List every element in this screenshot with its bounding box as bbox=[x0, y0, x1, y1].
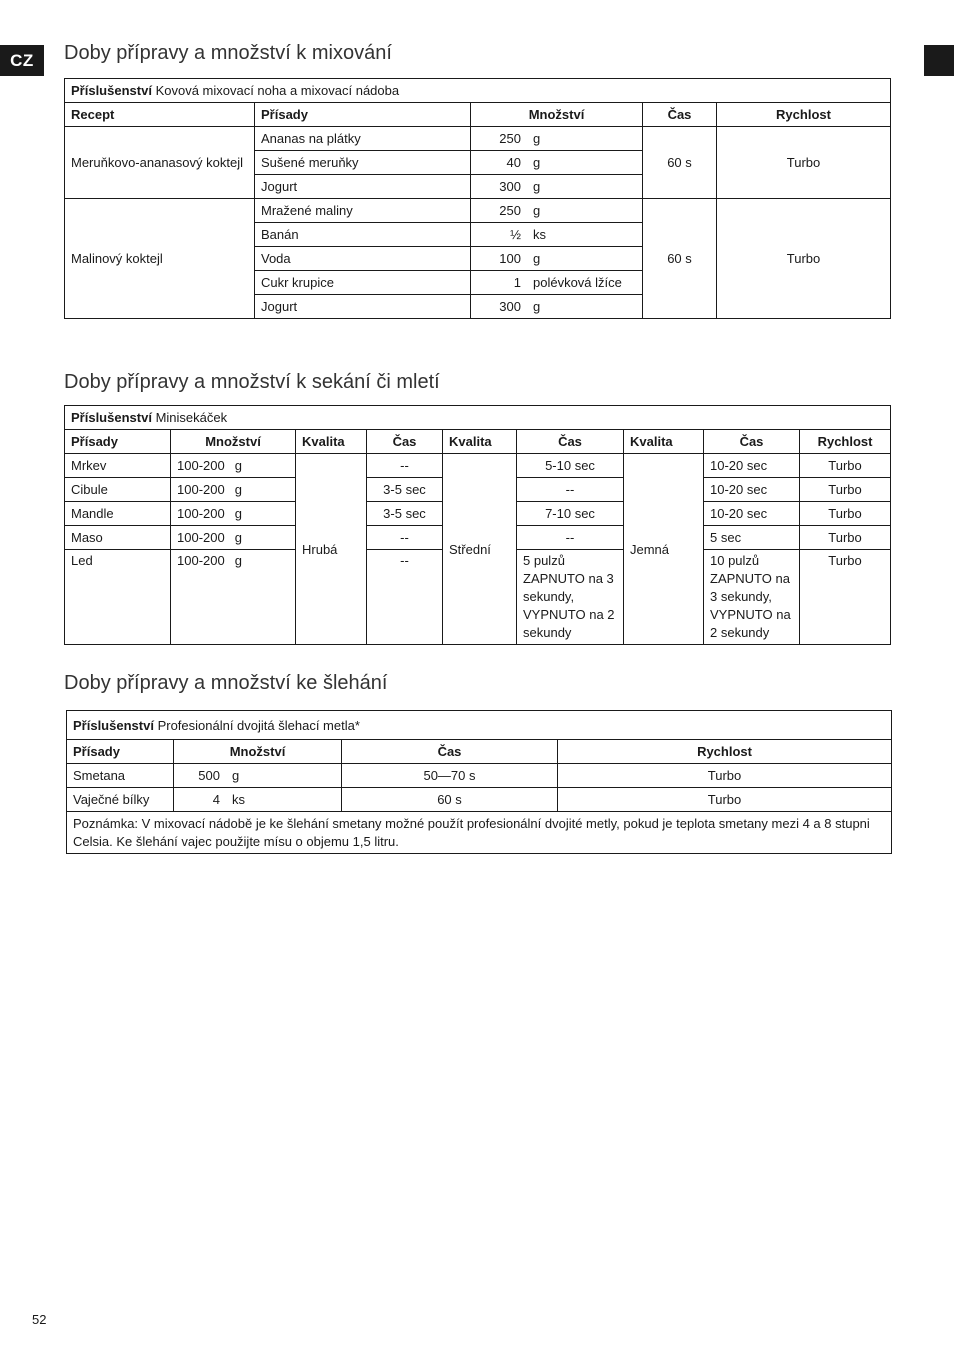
language-tab bbox=[0, 45, 44, 76]
time-coarse: 3-5 sec bbox=[367, 478, 443, 502]
ingredient-name: Jogurt bbox=[255, 295, 471, 319]
ingredient-name: Mrkev bbox=[65, 454, 171, 478]
ingredient-quantity: 300 g bbox=[471, 175, 643, 199]
header-time-3: Čas bbox=[704, 430, 800, 454]
time-fine: 10 pulzů ZAPNUTO na 3 sekundy, VYPNUTO na 2 sekundy bbox=[704, 550, 800, 645]
recipe-time: 60 s bbox=[643, 127, 717, 199]
ingredient-quantity: 40 g bbox=[471, 151, 643, 175]
ingredient-quantity: 250 g bbox=[471, 127, 643, 151]
header-time: Čas bbox=[643, 103, 717, 127]
quality-fine: Jemná bbox=[624, 454, 704, 645]
recipe-speed: Turbo bbox=[717, 199, 891, 319]
header-recipe: Recept bbox=[65, 103, 255, 127]
table-row bbox=[65, 199, 891, 223]
ingredient-quantity: 500 g bbox=[174, 764, 342, 788]
language-code: CZ bbox=[10, 50, 34, 70]
section-title-mixing: Doby přípravy a množství k mixování bbox=[64, 42, 392, 64]
accessory-label: Příslušenství bbox=[71, 410, 152, 425]
accessory-row bbox=[65, 406, 891, 430]
table-row bbox=[65, 454, 891, 478]
header-time-2: Čas bbox=[517, 430, 624, 454]
speed: Turbo bbox=[558, 788, 892, 812]
note: Poznámka: V mixovací nádobě je ke šlehání smetany možné použít profesionální dvojité metly, pokud je teplota smetany mezi 4 a 8 stupni Celsia. Ke šlehání vajec použijte mísu o objemu 1,5 litru. bbox=[67, 812, 892, 854]
ingredient-name: Led bbox=[65, 550, 171, 645]
speed: Turbo bbox=[800, 526, 891, 550]
ingredient-quantity: 250 g bbox=[471, 199, 643, 223]
time-fine: 10-20 sec bbox=[704, 502, 800, 526]
header-row bbox=[65, 103, 891, 127]
ingredient-quantity: 4 ks bbox=[174, 788, 342, 812]
ingredient-quantity: 100-200 g bbox=[171, 502, 296, 526]
header-row bbox=[65, 430, 891, 454]
time-fine: 10-20 sec bbox=[704, 478, 800, 502]
ingredient-quantity: 300 g bbox=[471, 295, 643, 319]
ingredient-quantity: 100 g bbox=[471, 247, 643, 271]
ingredient-name: Maso bbox=[65, 526, 171, 550]
ingredient-quantity: ½ ks bbox=[471, 223, 643, 247]
ingredient-quantity: 1 polévková lžíce bbox=[471, 271, 643, 295]
chopping-table bbox=[64, 405, 891, 645]
time-medium: 5 pulzů ZAPNUTO na 3 sekundy, VYPNUTO na 2 sekundy bbox=[517, 550, 624, 645]
header-speed: Rychlost bbox=[558, 740, 892, 764]
page-edge-marker bbox=[924, 45, 954, 76]
ingredient-name: Cibule bbox=[65, 478, 171, 502]
table-row bbox=[67, 788, 892, 812]
ingredient-name: Jogurt bbox=[255, 175, 471, 199]
time-coarse: -- bbox=[367, 454, 443, 478]
time-medium: -- bbox=[517, 526, 624, 550]
ingredient-quantity: 100-200 g bbox=[171, 526, 296, 550]
speed: Turbo bbox=[558, 764, 892, 788]
ingredient-name: Mražené maliny bbox=[255, 199, 471, 223]
recipe-name: Meruňkovo-ananasový koktejl bbox=[65, 127, 255, 199]
time-fine: 5 sec bbox=[704, 526, 800, 550]
header-speed: Rychlost bbox=[800, 430, 891, 454]
time: 60 s bbox=[342, 788, 558, 812]
time-coarse: 3-5 sec bbox=[367, 502, 443, 526]
ingredient-name: Voda bbox=[255, 247, 471, 271]
time: 50—70 s bbox=[342, 764, 558, 788]
speed: Turbo bbox=[800, 550, 891, 645]
speed: Turbo bbox=[800, 454, 891, 478]
ingredient-name: Sušené meruňky bbox=[255, 151, 471, 175]
ingredient-quantity: 100-200 g bbox=[171, 454, 296, 478]
header-quantity: Množství bbox=[174, 740, 342, 764]
speed: Turbo bbox=[800, 478, 891, 502]
table-row bbox=[67, 764, 892, 788]
ingredient-name: Cukr krupice bbox=[255, 271, 471, 295]
ingredient-name: Vaječné bílky bbox=[67, 788, 174, 812]
header-ingredients: Přísady bbox=[65, 430, 171, 454]
time-coarse: -- bbox=[367, 526, 443, 550]
accessory-label: Příslušenství bbox=[73, 717, 154, 733]
section-title-whipping: Doby přípravy a množství ke šlehání bbox=[64, 672, 388, 694]
ingredient-quantity: 100-200 g bbox=[171, 550, 296, 645]
mixing-table bbox=[64, 78, 891, 319]
header-quality-2: Kvalita bbox=[443, 430, 517, 454]
header-ingredients: Přísady bbox=[67, 740, 174, 764]
accessory-value: Profesionální dvojitá šlehací metla* bbox=[157, 717, 360, 733]
recipe-speed: Turbo bbox=[717, 127, 891, 199]
header-ingredients: Přísady bbox=[255, 103, 471, 127]
page-number: 52 bbox=[32, 1312, 47, 1327]
header-row bbox=[67, 740, 892, 764]
ingredient-name: Smetana bbox=[67, 764, 174, 788]
header-time: Čas bbox=[342, 740, 558, 764]
recipe-time: 60 s bbox=[643, 199, 717, 319]
accessory-row bbox=[67, 711, 892, 740]
header-speed: Rychlost bbox=[717, 103, 891, 127]
header-time-1: Čas bbox=[367, 430, 443, 454]
ingredient-quantity: 100-200 g bbox=[171, 478, 296, 502]
recipe-name: Malinový koktejl bbox=[65, 199, 255, 319]
quality-medium: Střední bbox=[443, 454, 517, 645]
header-quantity: Množství bbox=[171, 430, 296, 454]
whipping-table bbox=[66, 710, 892, 854]
speed: Turbo bbox=[800, 502, 891, 526]
ingredient-name: Banán bbox=[255, 223, 471, 247]
time-medium: 7-10 sec bbox=[517, 502, 624, 526]
time-coarse: -- bbox=[367, 550, 443, 645]
header-quality-3: Kvalita bbox=[624, 430, 704, 454]
accessory-label: Příslušenství bbox=[71, 83, 152, 98]
table-row bbox=[65, 127, 891, 151]
quality-coarse: Hrubá bbox=[296, 454, 367, 645]
time-medium: 5-10 sec bbox=[517, 454, 624, 478]
section-title-chopping: Doby přípravy a množství k sekání či mletí bbox=[64, 371, 440, 393]
accessory-value: Kovová mixovací noha a mixovací nádoba bbox=[155, 83, 400, 98]
header-quantity: Množství bbox=[471, 103, 643, 127]
note-row bbox=[67, 812, 892, 854]
header-quality-1: Kvalita bbox=[296, 430, 367, 454]
ingredient-name: Ananas na plátky bbox=[255, 127, 471, 151]
accessory-value: Minisekáček bbox=[155, 410, 228, 425]
time-fine: 10-20 sec bbox=[704, 454, 800, 478]
ingredient-name: Mandle bbox=[65, 502, 171, 526]
time-medium: -- bbox=[517, 478, 624, 502]
accessory-row bbox=[65, 79, 891, 103]
